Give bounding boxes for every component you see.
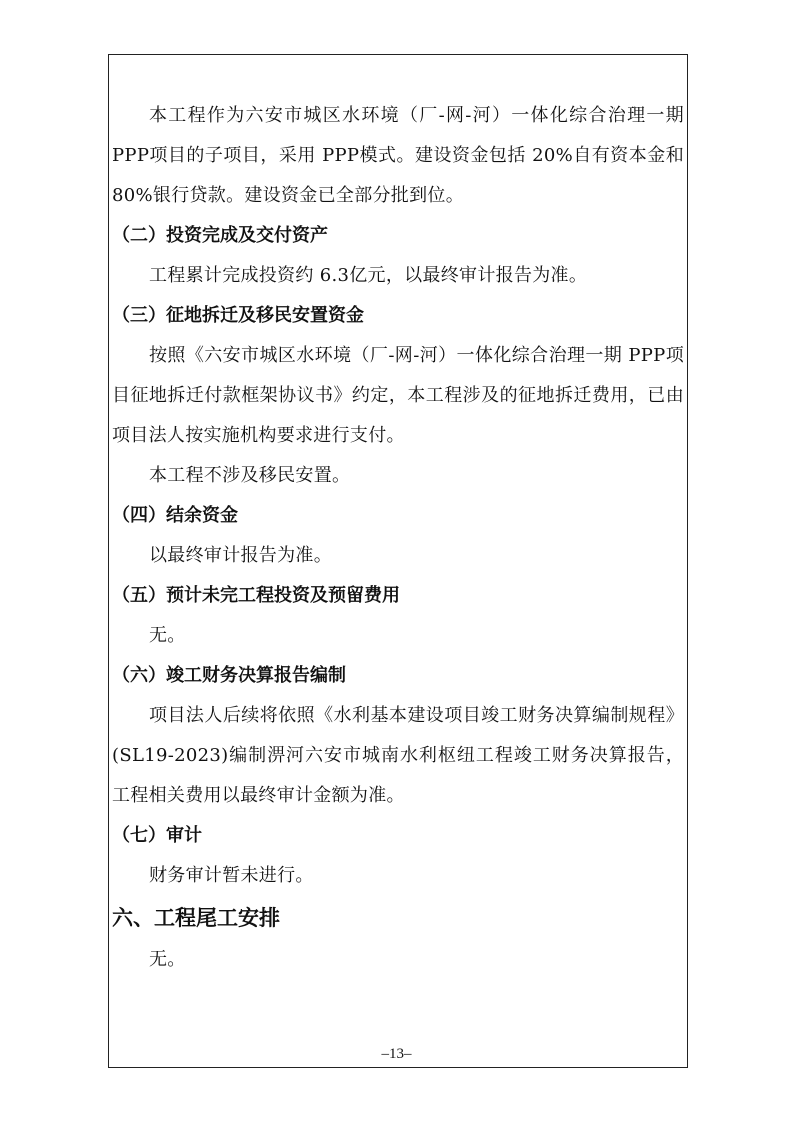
section-heading-remaining-work: 六、工程尾工安排 (112, 906, 280, 930)
paragraph-balance-funds: 以最终审计报告为准。 (149, 545, 332, 566)
paragraph-funding-source: 本工程作为六安市城区水环境（厂-网-河）一体化综合治理一期PPP项目的子项目，采用 PPP模式。建设资金包括 20%自有资本金和80%银行贷款。建设资金已全部分批到位。 (112, 105, 684, 206)
subheading-audit: （七）审计 (112, 825, 202, 846)
document-body (112, 96, 684, 980)
subheading-land-acquisition: （三）征地拆迁及移民安置资金 (112, 305, 364, 326)
subheading-final-accounts: （六）竣工财务决算报告编制 (112, 665, 346, 686)
paragraph-remaining-work-none: 无。 (149, 949, 186, 970)
paragraph-unfinished-none: 无。 (149, 625, 186, 646)
subheading-investment-completion: （二）投资完成及交付资产 (112, 225, 328, 246)
paragraph-final-accounts: 项目法人后续将依照《水利基本建设项目竣工财务决算编制规程》(SL19-2023)编制淠河六安市城南水利枢纽工程竣工财务决算报告，工程相关费用以最终审计金额为准。 (112, 705, 684, 806)
page-number: –13– (381, 1046, 412, 1062)
paragraph-no-resettlement: 本工程不涉及移民安置。 (149, 465, 351, 486)
paragraph-investment-amount: 工程累计完成投资约 6.3亿元，以最终审计报告为准。 (149, 265, 588, 286)
paragraph-audit: 财务审计暂未进行。 (149, 865, 314, 886)
subheading-unfinished-investment: （五）预计未完工程投资及预留费用 (112, 585, 400, 606)
paragraph-land-acquisition-payment: 按照《六安市城区水环境（厂-网-河）一体化综合治理一期 PPP项目征地拆迁付款框架协议书》约定，本工程涉及的征地拆迁费用，已由项目法人按实施机构要求进行支付。 (112, 345, 684, 446)
subheading-balance-funds: （四）结余资金 (112, 505, 238, 526)
